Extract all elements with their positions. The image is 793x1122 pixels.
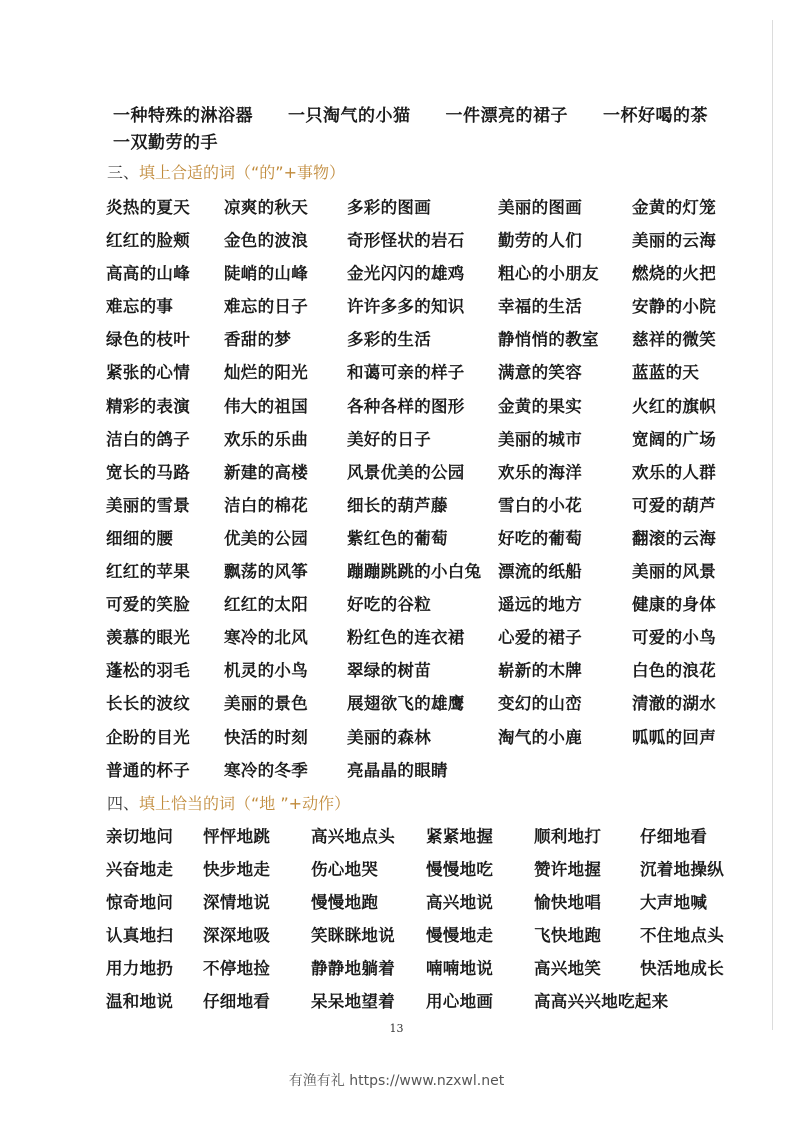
word-cell: 美丽的景色 [224, 694, 308, 714]
word-cell: 呆呆地望着 [311, 992, 395, 1011]
word-cell: 欢乐的乐曲 [224, 429, 308, 449]
word-cell: 喃喃地说 [426, 959, 494, 978]
word-cell: 好吃的葡萄 [498, 528, 582, 548]
word-cell: 美丽的图画 [498, 198, 582, 217]
word-cell: 宽阔的广场 [632, 429, 716, 449]
word-cell: 金黄的果实 [498, 396, 582, 416]
word-cell: 寒冷的冬季 [224, 760, 308, 780]
word-cell: 健康的身体 [632, 595, 716, 615]
word-cell: 变幻的山峦 [498, 694, 582, 714]
word-cell: 火红的旗帜 [632, 396, 716, 416]
word-cell: 各种各样的图形 [347, 396, 465, 416]
word-cell: 满意的笑容 [498, 363, 582, 383]
word-cell: 好吃的谷粒 [347, 595, 431, 615]
word-cell: 慢慢地跑 [311, 893, 379, 912]
word-cell: 呱呱的回声 [632, 727, 716, 747]
word-cell: 香甜的梦 [224, 330, 292, 350]
word-cell: 红红的脸颊 [106, 231, 190, 251]
word-cell: 快活的时刻 [224, 727, 308, 747]
word-cell: 红红的太阳 [224, 595, 308, 615]
word-cell: 安静的小院 [632, 297, 716, 317]
word-cell: 寒冷的北风 [224, 628, 308, 648]
word-cell: 慢慢地吃 [426, 860, 494, 879]
word-cell: 慢慢地走 [426, 926, 494, 945]
word-cell: 大声地喊 [640, 893, 708, 912]
word-cell: 紧紧地握 [426, 827, 494, 846]
word-cell: 淘气的小鹿 [498, 727, 582, 747]
word-cell: 高高的山峰 [106, 264, 190, 284]
word-cell: 美好的日子 [347, 429, 431, 449]
section-3-prefix: 三、 [107, 163, 140, 182]
word-cell: 认真地扫 [106, 926, 174, 945]
word-cell: 仔细地看 [640, 827, 708, 846]
word-cell: 风景优美的公园 [347, 462, 465, 482]
word-cell: 美丽的雪景 [106, 495, 190, 515]
word-cell: 陡峭的山峰 [224, 264, 308, 284]
word-cell: 蹦蹦跳跳的小白兔 [347, 562, 482, 582]
word-cell: 新建的高楼 [224, 462, 308, 482]
word-cell: 机灵的小鸟 [224, 661, 308, 681]
word-cell: 欢乐的人群 [632, 462, 716, 482]
word-cell: 慈祥的微笑 [632, 330, 716, 350]
word-cell: 笑眯眯地说 [311, 926, 395, 945]
word-cell: 高兴地说 [426, 893, 494, 912]
word-cell: 紫红色的葡萄 [347, 528, 448, 548]
word-cell: 蓬松的羽毛 [106, 661, 190, 681]
word-cell: 洁白的棉花 [224, 495, 308, 515]
word-cell: 优美的公园 [224, 528, 308, 548]
word-cell: 伤心地哭 [311, 860, 379, 879]
word-cell: 崭新的木牌 [498, 661, 582, 681]
word-cell: 顺利地打 [534, 827, 602, 846]
word-cell: 许许多多的知识 [347, 297, 465, 317]
page-edge-line [772, 20, 773, 1030]
watermark: 有渔有礼 https://www.nzxwl.net [288, 1073, 505, 1089]
word-cell: 展翅欲飞的雄鹰 [347, 694, 465, 714]
word-cell: 美丽的城市 [498, 429, 582, 449]
word-cell: 幸福的生活 [498, 297, 582, 317]
word-cell: 蓝蓝的天 [632, 363, 700, 383]
word-cell: 和蔼可亲的样子 [347, 363, 465, 383]
word-cell: 兴奋地走 [106, 860, 174, 879]
word-cell: 可爱的小鸟 [632, 628, 716, 648]
section-4-heading [107, 791, 350, 814]
word-cell: 宽长的马路 [106, 462, 190, 482]
word-cell: 沉着地操纵 [640, 860, 724, 879]
word-cell: 亲切地问 [106, 827, 174, 846]
word-cell: 白色的浪花 [632, 661, 716, 681]
word-cell: 凉爽的秋天 [224, 198, 308, 217]
word-cell: 飘荡的风筝 [224, 562, 308, 582]
word-cell: 用心地画 [426, 992, 494, 1011]
word-cell: 温和地说 [106, 992, 174, 1011]
word-cell: 可爱的笑脸 [106, 595, 190, 615]
word-cell: 雪白的小花 [498, 495, 582, 515]
word-cell: 普通的杯子 [106, 760, 190, 780]
word-cell: 难忘的事 [106, 297, 174, 317]
word-cell: 可爱的葫芦 [632, 495, 716, 515]
word-cell: 愉快地唱 [534, 893, 602, 912]
word-cell: 美丽的森林 [347, 727, 431, 747]
word-cell: 粉红色的连衣裙 [347, 628, 465, 648]
word-cell: 红红的苹果 [106, 562, 190, 582]
word-cell: 绿色的枝叶 [106, 330, 190, 350]
word-cell: 洁白的鸽子 [106, 429, 190, 449]
word-cell: 怦怦地跳 [203, 827, 271, 846]
word-cell: 难忘的日子 [224, 297, 308, 317]
word-cell: 亮晶晶的眼睛 [347, 760, 448, 780]
word-cell: 翠绿的树苗 [347, 661, 431, 681]
word-cell: 深情地说 [203, 893, 271, 912]
section-4-title: 填上恰当的词（“地 ”+动作） [139, 794, 351, 813]
section-4-prefix: 四、 [107, 794, 140, 813]
word-cell: 高兴地笑 [534, 959, 602, 978]
word-cell: 快步地走 [203, 860, 271, 879]
word-cell: 翻滚的云海 [632, 528, 716, 548]
word-cell: 灿烂的阳光 [224, 363, 308, 383]
word-cell: 奇形怪状的岩石 [347, 231, 465, 251]
word-cell: 金色的波浪 [224, 231, 308, 251]
word-cell: 惊奇地问 [106, 893, 174, 912]
word-cell: 飞快地跑 [534, 926, 602, 945]
word-cell: 深深地吸 [203, 926, 271, 945]
word-cell: 长长的波纹 [106, 694, 190, 714]
word-cell: 勤劳的人们 [498, 231, 582, 251]
word-cell: 细细的腰 [106, 528, 174, 548]
top-items-line-1: 一种特殊的淋浴器 一只淘气的小猫 一件漂亮的裙子 一杯好喝的茶 [113, 106, 708, 126]
word-cell: 精彩的表演 [106, 396, 190, 416]
word-cell: 美丽的风景 [632, 562, 716, 582]
top-items-line-2: 一双勤劳的手 [113, 133, 218, 153]
word-cell: 仔细地看 [203, 992, 271, 1011]
word-cell: 伟大的祖国 [224, 396, 308, 416]
word-cell: 炎热的夏天 [106, 198, 190, 217]
word-cell: 燃烧的火把 [632, 264, 716, 284]
word-cell: 金黄的灯笼 [632, 198, 716, 217]
word-cell: 粗心的小朋友 [498, 264, 599, 284]
word-cell: 羡慕的眼光 [106, 628, 190, 648]
word-cell: 高高兴兴地吃起来 [534, 992, 669, 1011]
word-cell: 金光闪闪的雄鸡 [347, 264, 465, 284]
word-cell: 遥远的地方 [498, 595, 582, 615]
page-number: 13 [389, 1022, 404, 1035]
word-cell: 紧张的心情 [106, 363, 190, 383]
section-3-title: 填上合适的词（“的”+事物） [139, 163, 346, 182]
section-3-heading [107, 160, 345, 183]
word-cell: 赞许地握 [534, 860, 602, 879]
word-cell: 静静地躺着 [311, 959, 395, 978]
word-cell: 欢乐的海洋 [498, 462, 582, 482]
word-cell: 心爱的裙子 [498, 628, 582, 648]
word-cell: 企盼的目光 [106, 727, 190, 747]
word-cell: 细长的葫芦藤 [347, 495, 448, 515]
word-cell: 静悄悄的教室 [498, 330, 599, 350]
word-cell: 高兴地点头 [311, 827, 395, 846]
word-cell: 清澈的湖水 [632, 694, 716, 714]
word-cell: 漂流的纸船 [498, 562, 582, 582]
word-cell: 不停地捡 [203, 959, 271, 978]
word-cell: 快活地成长 [640, 959, 724, 978]
word-cell: 美丽的云海 [632, 231, 716, 251]
word-cell: 多彩的生活 [347, 330, 431, 350]
word-cell: 多彩的图画 [347, 198, 431, 217]
word-cell: 用力地扔 [106, 959, 174, 978]
word-cell: 不住地点头 [640, 926, 724, 945]
